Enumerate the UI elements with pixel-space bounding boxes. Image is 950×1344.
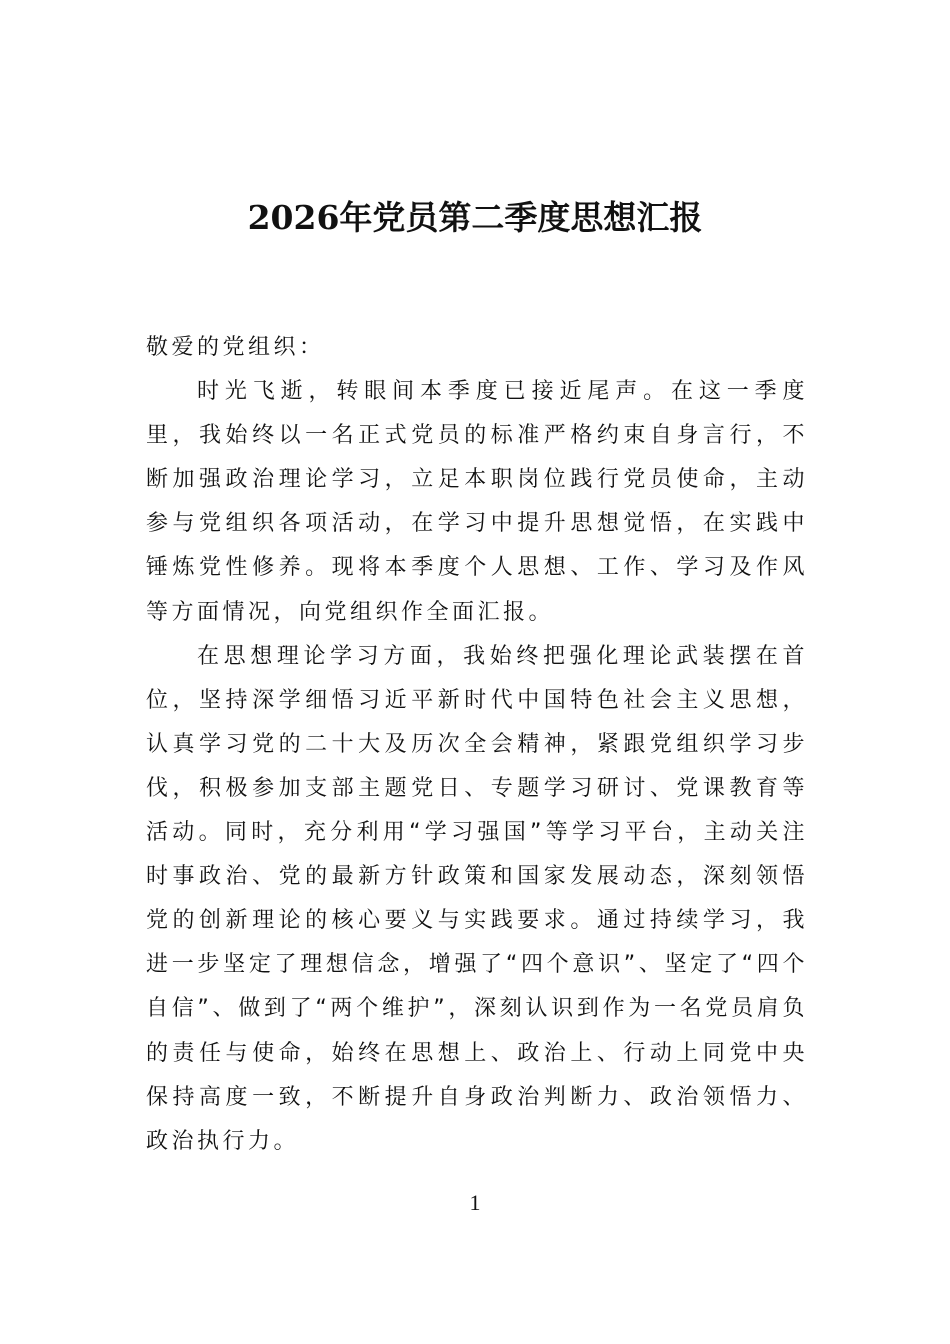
paragraph-theory-study: 在思想理论学习方面，我始终把强化理论武装摆在首位，坚持深学细悟习近平新时代中国特色社会主义思想，认真学习党的二十大及历次全会精神，紧跟党组织学习步伐，积极参加支部主题党日、专题学习研讨、党课教育等活动。同时，充分利用“学习强国”等学习平台，主动关注时事政治、党的最新方针政策和国家发展动态，深刻领悟党的创新理论的核心要义与实践要求。通过持续学习，我进一步坚定了理想信念，增强了“四个意识”、坚定了“四个自信”、做到了“两个维护”，深刻认识到作为一名党员肩负的责任与使命，始终在思想上、政治上、行动上同党中央保持高度一致，不断提升自身政治判断力、政治领悟力、政治执行力。 (146, 643, 808, 1154)
document-title: 2026年党员第二季度思想汇报 (247, 198, 703, 237)
page-number: 1 (469, 1190, 481, 1215)
paragraph-intro: 时光飞逝，转眼间本季度已接近尾声。在这一季度里，我始终以一名正式党员的标准严格约束自身言行，不断加强政治理论学习，立足本职岗位践行党员使命，主动参与党组织各项活动，在学习中提升思想觉悟，在实践中锤炼党性修养。现将本季度个人思想、工作、学习及作风等方面情况，向党组织作全面汇报。 (146, 379, 808, 625)
document-body (146, 326, 808, 1164)
salutation: 敬爱的党组织： (146, 335, 325, 360)
